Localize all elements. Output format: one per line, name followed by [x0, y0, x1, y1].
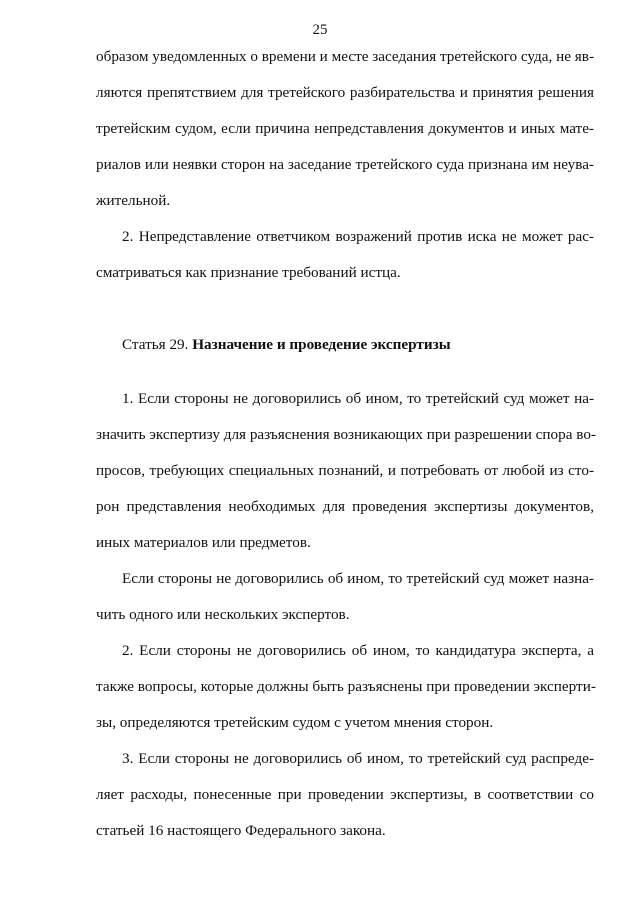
paragraph-line: сматриваться как признание требований истца.: [96, 264, 401, 281]
paragraph-line: ляются препятствием для третейского разбирательства и принятия решения: [96, 84, 594, 101]
paragraph-line: статьей 16 настоящего Федерального закона.: [96, 822, 386, 839]
paragraph-line: значить экспертизу для разъяснения возникающих при разрешении спора во-: [96, 426, 596, 443]
article-heading: [122, 336, 594, 354]
paragraph-line: третейским судом, если причина непредставления документов и иных мате-: [96, 120, 594, 137]
paragraph-line: Если стороны не договорились об ином, то третейский суд может назна-: [122, 570, 594, 587]
page-number: 25: [312, 22, 328, 38]
paragraph-line: 2. Если стороны не договорились об ином, то кандидатура эксперта, а: [122, 642, 594, 659]
paragraph-line: образом уведомленных о времени и месте заседания третейского суда, не яв-: [96, 48, 594, 65]
paragraph-line: 2. Непредставление ответчиком возражений против иска не может рас-: [122, 228, 594, 245]
article-title: Назначение и проведение экспертизы: [192, 336, 451, 353]
paragraph-line: зы, определяются третейским судом с учетом мнения сторон.: [96, 714, 494, 731]
paragraph-line: риалов или неявки сторон на заседание третейского суда признана им неува-: [96, 156, 594, 173]
paragraph-line: иных материалов или предметов.: [96, 534, 311, 551]
paragraph-line: жительной.: [96, 192, 171, 209]
paragraph-line: ляет расходы, понесенные при проведении экспертизы, в соответствии со: [96, 786, 594, 803]
paragraph-line: просов, требующих специальных познаний, и потребовать от любой из сто-: [96, 462, 594, 479]
paragraph-line: 1. Если стороны не договорились об ином, то третейский суд может на-: [122, 390, 594, 407]
paragraph-line: также вопросы, которые должны быть разъяснены при проведении эксперти-: [96, 678, 596, 695]
paragraph-line: 3. Если стороны не договорились об ином, то третейский суд распреде-: [122, 750, 594, 767]
paragraph-line: чить одного или нескольких экспертов.: [96, 606, 350, 623]
paragraph-line: рон представления необходимых для проведения экспертизы документов,: [96, 498, 594, 515]
article-label: Статья 29.: [122, 336, 189, 353]
